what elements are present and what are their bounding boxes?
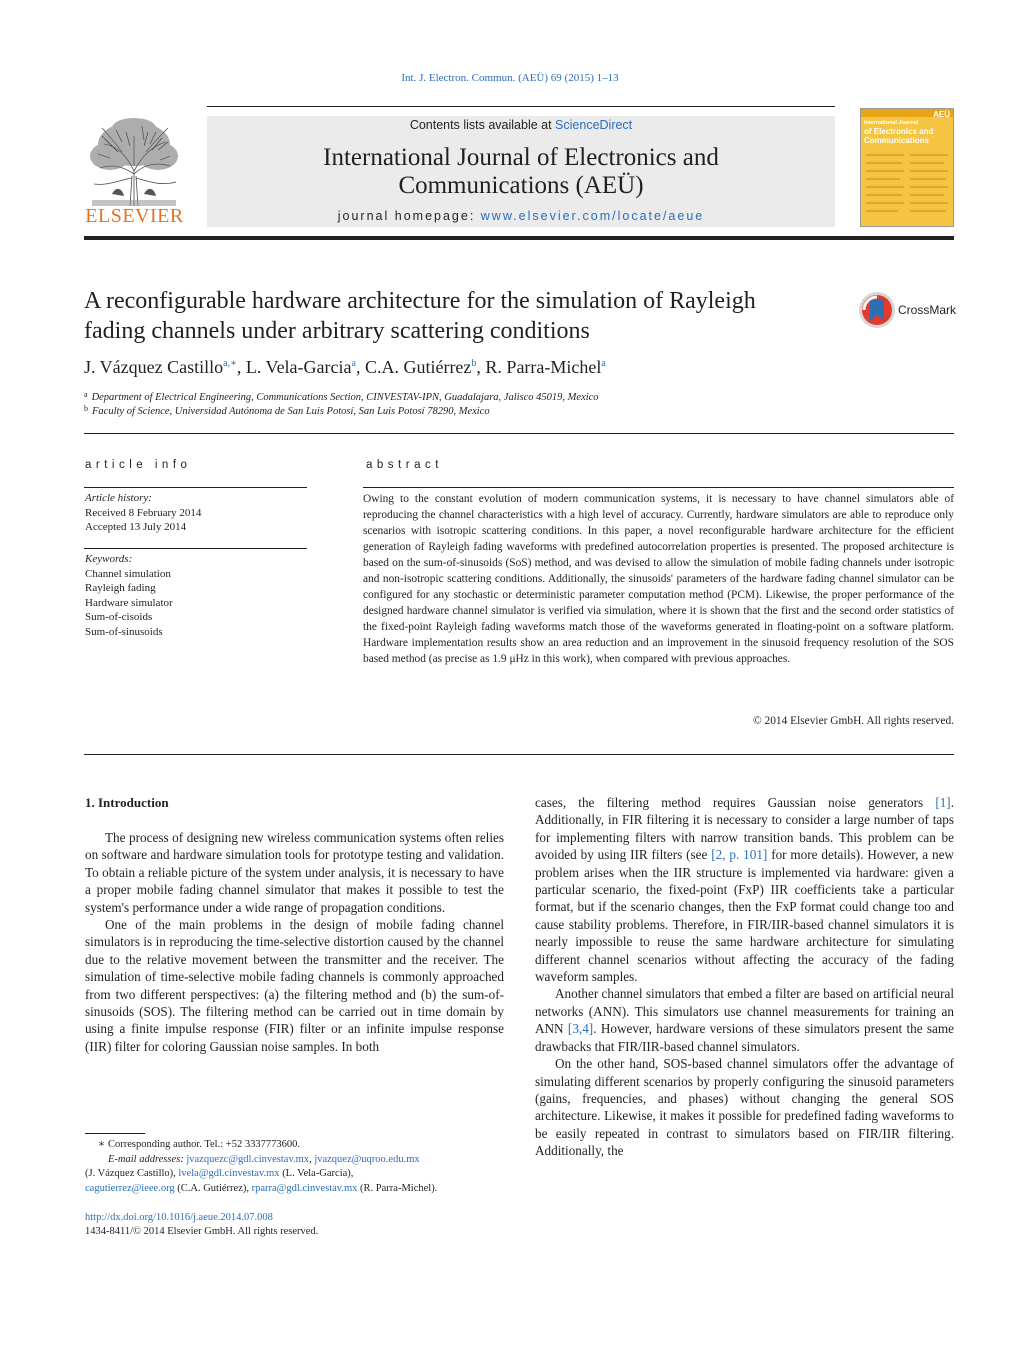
email-link[interactable]: rparra@gdl.cinvestav.mx <box>251 1182 358 1194</box>
author-affiliation-mark[interactable]: b <box>471 358 477 369</box>
affiliation-b <box>84 404 490 417</box>
corresponding-author-note: ∗ Corresponding author. Tel.: +52 3337773600. <box>85 1138 515 1153</box>
article-info-heading: article info <box>85 459 192 471</box>
accepted-date: Accepted 13 July 2014 <box>85 521 187 533</box>
body-paragraph: cases, the filtering method requires Gaussian noise generators [1]. Additionally, in FIR filtering it is necessary to consider a large number of taps for implementing filters with narrow transition bands. This problem can be avoided by using IIR filters (see [2, p. 101] for more details). However, a new problem arises when the IIR structure is implemented via hardware: given a particular scenario, the fixed-point (FxP) IIR coefficients take a particular format, but if the scenario changes, then the FxP format could change too and cause stability problems. Therefore, in FIR/IIR-based channel simulators it is nearly impossible to reuse the same hardware architecture for simulating different channel scenarios without affecting the accuracy of the fading waveform samples. <box>535 795 954 985</box>
cover-line-2: of Electronics and <box>864 127 934 136</box>
keywords-label: Keywords: <box>85 553 133 565</box>
author-name[interactable]: L. Vela-Garcia <box>245 357 352 377</box>
footnote-rule <box>85 1133 145 1134</box>
article-info-rule <box>84 487 307 488</box>
email-label: E-mail addresses: <box>108 1153 187 1165</box>
body-paragraph: Another channel simulators that embed a filter are based on artificial neural networks (ANN). This simulators use channel measurements for training an ANN [3,4]. However, hardware versions of these simulators present the same drawbacks that FIR/IIR-based channel simulators. <box>535 986 954 1054</box>
affiliation-rule <box>84 433 954 434</box>
author-name[interactable]: R. Parra-Michel <box>485 357 602 377</box>
abstract-bottom-rule <box>84 754 954 755</box>
footnotes <box>85 1138 515 1196</box>
body-column-left <box>85 829 504 1055</box>
cover-contents-lines-icon <box>864 151 950 221</box>
cover-line-3: Communications <box>864 136 929 145</box>
abstract-text: Owing to the constant evolution of modern communication systems, it is necessary to have channel simulators able of reproducing the channel characteristics with a high level of accuracy. Currently, hardware simulators are able to reproduce only scenarios with isotropic scattering conditions. In this paper, a novel reconfigurable hardware architecture for the efficient generation of Rayleigh fading waveforms with predefined autocorrelation properties is presented. The proposed architecture is based on the sum-of-sinusoids (SoS) method, and was devised to allow the simulation of mobile fading channels under isotropic and non-isotropic scattering conditions. Additionally, the sinusoids' parameters of the hardware fading channel simulator can be configured for any stochastic or deterministic parameter computation method (PCM). Likewise, the proper performance of the designed hardware channel simulator is verified via simulation, where it is shown that the first and the second order statistics of the fixed-point Rayleigh fading waveforms match those of the waveforms generated in floating-point on a software platform. Hardware implementation results show an area reduction and an improvement in the sinusoid frequency resolution of the SOS based method (as precise as 1.9 μHz in this work), when compared with previous approaches. <box>363 493 954 665</box>
cover-title <box>864 120 950 145</box>
masthead-thick-rule <box>84 236 954 240</box>
masthead-top-rule <box>207 106 835 107</box>
author-name[interactable]: C.A. Gutiérrez <box>364 357 472 377</box>
elsevier-tree-icon <box>82 116 187 208</box>
article-history <box>85 491 201 535</box>
journal-title-line1: International Journal of Electronics and <box>323 144 719 171</box>
crossmark-badge[interactable] <box>858 291 958 331</box>
affiliation-label: b <box>84 404 88 413</box>
body-paragraph: One of the main problems in the design of mobile fading channel simulators is in reproducing the time-selective distortion caused by the channel due to the relative movement between the transmitter and the receiver. The simulation of time-selective mobile fading channels is commonly approached from two different perspectives: (a) the filtering method and (b) the sum-of-sinusoids (SOS). The filtering method can be carried out in time domain by using a finite impulse response (FIR) filter or an infinite impulse response (IIR) filter for coloring Gaussian noise samples. In both <box>85 917 504 1054</box>
journal-citation[interactable]: Int. J. Electron. Commun. (AEÜ) 69 (2015) 1–13 <box>401 72 619 84</box>
author-list <box>84 357 606 378</box>
keyword: Hardware simulator <box>85 596 173 609</box>
contents-prefix: Contents lists available at <box>409 118 556 132</box>
cover-badge: AEÜ <box>933 110 950 119</box>
email-link[interactable]: cagutierrez@ieee.org <box>85 1182 175 1194</box>
affiliation-a <box>84 390 599 403</box>
homepage-link[interactable]: www.elsevier.com/locate/aeue <box>480 209 705 223</box>
keywords-rule <box>84 548 307 549</box>
body-paragraph: On the other hand, SOS-based channel simulators offer the advantage of simulating different scenarios by properly configuring the sinusoid parameters (gains, frequencies, and phases) without changing the general SOS architecture. Likewise, it makes it possible for predefined fading waveforms to be easily repeated in contrast to simulators based on FIR/IIR filtering. Additionally, the <box>535 1056 954 1159</box>
history-label: Article history: <box>85 492 152 504</box>
keyword: Rayleigh fading <box>85 582 156 594</box>
homepage-prefix: journal homepage: <box>337 209 481 223</box>
sciencedirect-link[interactable]: ScienceDirect <box>555 118 633 132</box>
author-separator: , <box>355 357 365 377</box>
citation-link[interactable]: [1] <box>935 795 951 810</box>
article-title <box>84 286 844 346</box>
journal-title <box>207 144 835 200</box>
cover-line-1: International Journal <box>864 120 919 126</box>
keyword: Channel simulation <box>85 567 171 580</box>
abstract-heading: abstract <box>366 459 443 471</box>
citation-link[interactable]: [2, p. 101] <box>711 847 768 863</box>
homepage-line <box>207 209 835 223</box>
article-title-line2: fading channels under arbitrary scattering conditions <box>84 318 590 344</box>
keywords-block <box>85 552 173 639</box>
author-affiliation-mark[interactable]: a,∗ <box>223 358 237 369</box>
issn-line: 1434-8411/© 2014 Elsevier GmbH. All rights reserved. <box>85 1226 319 1237</box>
body-paragraph: The process of designing new wireless communication systems often relies on software and hardware simulation tools for prototype testing and validation. To obtain a reliable picture of the system under analysis, it is necessary to have a proper mobile fading channel simulator that makes it possible to test the system's performance under a wide range of propagation conditions. <box>85 830 504 915</box>
crossmark-icon <box>858 291 896 329</box>
email-link[interactable]: jvazquez@uqroo.edu.mx <box>314 1153 420 1165</box>
email-link[interactable]: jvazquezc@gdl.cinvestav.mx <box>186 1153 310 1165</box>
affiliation-text: Department of Electrical Engineering, Communications Section, CINVESTAV-IPN, Guadalajara, Jalisco 45019, Mexico <box>91 392 599 403</box>
author-separator: , <box>476 357 486 377</box>
email-addresses-cont: (J. Vázquez Castillo), lvela@gdl.cinvestav.mx (L. Vela-Garcia), <box>85 1168 354 1179</box>
email-link[interactable]: lvela@gdl.cinvestav.mx <box>178 1168 280 1179</box>
abstract-copyright: © 2014 Elsevier GmbH. All rights reserved. <box>753 715 954 727</box>
keyword: Sum-of-sinusoids <box>85 625 163 638</box>
author-name[interactable]: J. Vázquez Castillo <box>84 357 224 377</box>
contents-line <box>207 118 835 132</box>
doi-link[interactable]: http://dx.doi.org/10.1016/j.aeue.2014.07.008 <box>85 1212 273 1223</box>
received-date: Received 8 February 2014 <box>85 506 202 519</box>
section-heading-introduction: 1. Introduction <box>85 795 169 810</box>
elsevier-wordmark: ELSEVIER <box>85 205 184 227</box>
keyword: Sum-of-cisoids <box>85 611 153 623</box>
author-affiliation-mark[interactable]: a <box>601 358 606 369</box>
affiliation-label: a <box>84 390 88 399</box>
journal-title-line2: Communications (AEÜ) <box>398 172 644 199</box>
abstract-rule <box>363 487 954 488</box>
journal-banner <box>207 116 835 227</box>
corresponding-mark: ∗ <box>97 1139 105 1150</box>
author-affiliation-mark[interactable]: a <box>351 358 356 369</box>
elsevier-logo[interactable] <box>82 116 187 228</box>
author-separator: , <box>236 357 246 377</box>
email-addresses-cont2: cagutierrez@ieee.org (C.A. Gutiérrez), rparra@gdl.cinvestav.mx (R. Parra-Michel). <box>85 1182 438 1194</box>
article-title-line1: A reconfigurable hardware architecture for the simulation of Rayleigh <box>84 288 756 314</box>
body-column-right <box>535 794 954 1160</box>
crossmark-label: CrossMark <box>898 303 957 317</box>
email-addresses: E-mail addresses: jvazquezc@gdl.cinvestav.mx, jvazquez@uqroo.edu.mx <box>108 1153 420 1165</box>
journal-cover-thumbnail[interactable] <box>860 108 954 227</box>
citation-link[interactable]: [3,4] <box>567 1021 594 1037</box>
affiliation-text: Faculty of Science, Universidad Autónoma de San Luis Potosí, San Luis Potosí 78290, Mexico <box>92 406 490 417</box>
